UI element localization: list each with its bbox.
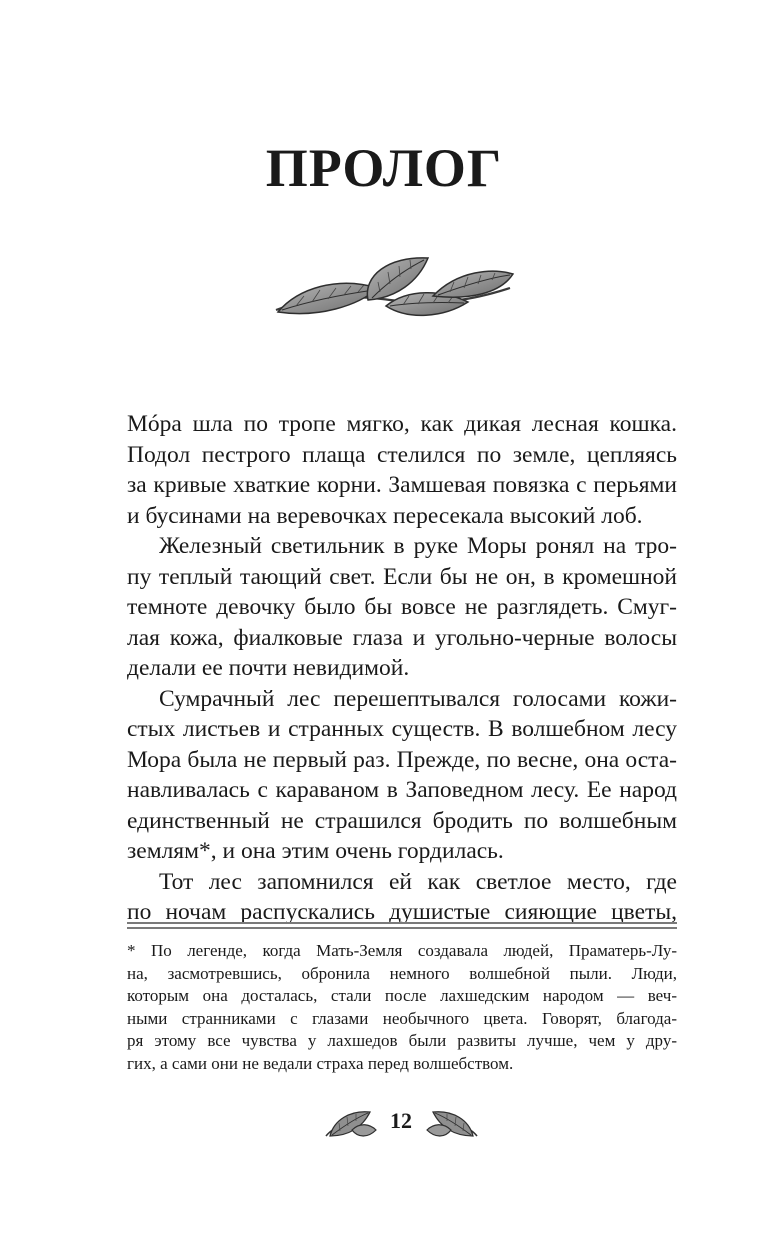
footnote [127, 940, 677, 1075]
footnote-divider [127, 922, 677, 924]
footnote-line: гих, а сами они не ведали страха перед волшебством. [127, 1053, 514, 1073]
text-line: стых листьев и странных существ. В волшебном лесу [127, 716, 677, 742]
paragraph [127, 409, 677, 531]
paragraph [127, 531, 677, 684]
page-footer [0, 1100, 768, 1150]
text-line: землям*, и она этим очень гордилась. [127, 838, 504, 864]
footnote-divider [127, 927, 677, 929]
text-line: делали ее почти невидимой. [127, 655, 410, 681]
text-line: и бусинами на веревочках пересекала высокий лоб. [127, 502, 643, 529]
footnote-line: ными странниками с глазами необычного цвета. Говорят, благода- [127, 1008, 677, 1028]
text-line: Подол пестрого плаща стелился по земле, цепляясь [127, 441, 677, 468]
paragraph [127, 867, 677, 928]
text-line: лая кожа, фиалковые глаза и угольно-черные волосы [127, 624, 677, 651]
text-line: пу теплый тающий свет. Если бы не он, в кромешной [127, 563, 677, 590]
text-line: Сумрачный лес перешептывался голосами кожи- [159, 685, 677, 712]
footnote-line: ря этому все чувства у лахшедов были развиты лучше, чем у дру- [127, 1031, 677, 1050]
leaf-left-icon [322, 1100, 378, 1146]
leaf-branch-icon [268, 248, 518, 338]
chapter-title: ПРОЛОГ [265, 138, 503, 198]
text-line: по ночам распускались душистые сияющие цветы, [127, 899, 677, 925]
page-number: 12 [390, 1108, 412, 1133]
footnote-line: * По легенде, когда Мать-Земля создавала людей, Праматерь-Лу- [127, 941, 677, 960]
text-line: Железный светильник в руке Моры ронял на тро- [159, 533, 677, 559]
text-line: Мóра шла по тропе мягко, как дикая лесная кошка. [127, 411, 677, 437]
footnote-line: которым она досталась, стали после лахшедским народом — веч- [127, 986, 677, 1005]
text-line: единственный не страшился бродить по волшебным [127, 807, 677, 834]
text-line: Мора была не первый раз. Прежде, по весне, она оста- [127, 746, 677, 773]
footnote-line: на, засмотревшись, обронила немного волшебной пыли. Люди, [127, 963, 677, 983]
text-line: Тот лес запомнился ей как светлое место, где [159, 868, 677, 895]
body-text [127, 409, 677, 928]
leaf-right-icon [425, 1100, 481, 1146]
paragraph [127, 684, 677, 867]
text-line: темноте девочку было бы вовсе не разглядеть. Смуг- [127, 594, 677, 620]
text-line: за кривые хваткие корни. Замшевая повязка с перьями [127, 472, 677, 498]
text-line: навливалась с караваном в Заповедном лесу. Ее народ [127, 777, 677, 803]
